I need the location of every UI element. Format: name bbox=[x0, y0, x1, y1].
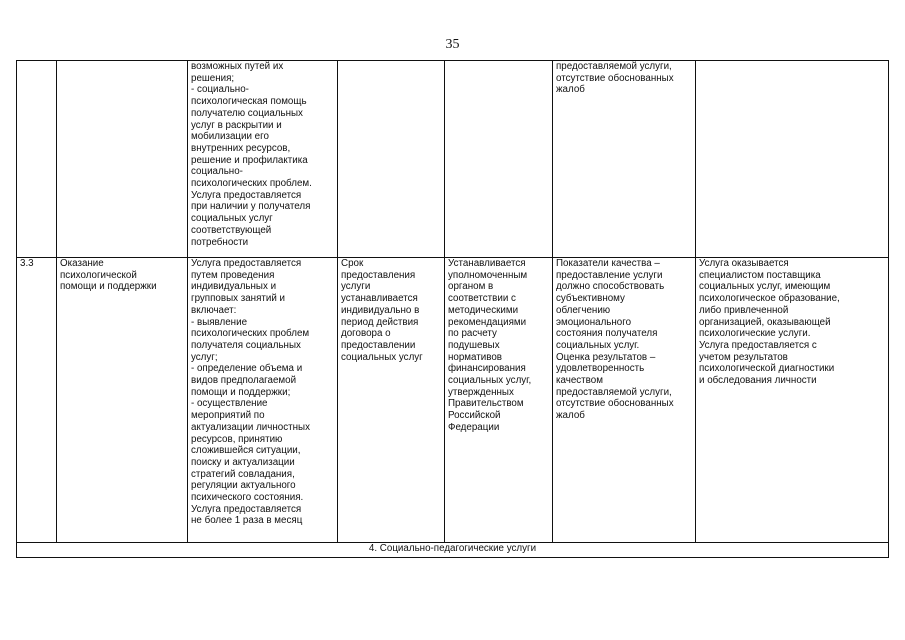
cell-text-line: период действия bbox=[341, 316, 419, 328]
cell-text-line: соответствии с bbox=[448, 293, 516, 305]
cell-text-line: уполномоченным bbox=[448, 269, 528, 281]
cell-text-line: рекомендациями bbox=[448, 316, 527, 328]
cell-text-line: психологических проблем. bbox=[191, 178, 312, 190]
cell-conditions bbox=[696, 61, 889, 258]
services-table bbox=[16, 60, 889, 558]
cell-text-line: социальных услуг. bbox=[556, 339, 640, 351]
cell-text-line: при наличии у получателя bbox=[191, 201, 311, 213]
cell-text-line: органом в bbox=[448, 281, 494, 293]
cell-num: 3.3 bbox=[17, 258, 57, 543]
cell-norms bbox=[445, 258, 553, 543]
cell-text-line: и обследования личности bbox=[699, 375, 817, 387]
cell-text-line: удовлетворенность bbox=[556, 363, 645, 375]
cell-text-line: Услуга предоставляется bbox=[191, 258, 302, 269]
section-title: 4. Социально-педагогические услуги bbox=[17, 543, 889, 558]
cell-text-line: Срок bbox=[341, 258, 364, 269]
cell-text-line: подушевых bbox=[448, 339, 500, 351]
cell-text-line: организацией, оказывающей bbox=[699, 316, 831, 328]
cell-text-line: предоставляемой услуги, bbox=[556, 61, 672, 72]
cell-text-line: Услуга предоставляется bbox=[191, 503, 302, 515]
cell-text-line: жалоб bbox=[556, 410, 585, 422]
cell-text-line: специалистом поставщика bbox=[699, 269, 821, 281]
cell-text-line: состояния получателя bbox=[556, 328, 658, 340]
cell-text-line: Услуга оказывается bbox=[699, 258, 789, 269]
cell-text-line: психического состояния. bbox=[191, 492, 304, 504]
cell-text-line: - социально- bbox=[191, 84, 249, 96]
cell-text-line: Федерации bbox=[448, 421, 500, 433]
cell-text-line: психологическое образование, bbox=[699, 293, 840, 305]
cell-term bbox=[338, 61, 445, 258]
cell-text-line: финансирования bbox=[448, 363, 526, 375]
cell-text-line: групповых занятий и bbox=[191, 293, 286, 305]
cell-term bbox=[338, 258, 445, 543]
cell-text-line: предоставляемой услуги, bbox=[556, 386, 672, 398]
cell-text-line: соответствующей bbox=[191, 224, 272, 236]
cell-text-line: психологической диагностики bbox=[699, 363, 835, 375]
cell-text-line: Оценка результатов – bbox=[556, 351, 656, 363]
cell-text-line: по расчету bbox=[448, 328, 497, 340]
cell-text-line: актуализации личностных bbox=[191, 421, 310, 433]
cell-text-line: качеством bbox=[556, 375, 603, 387]
cell-text-line: поиску и актуализации bbox=[191, 456, 295, 468]
cell-text-line: облегчению bbox=[556, 304, 611, 316]
cell-text-line: получателя социальных bbox=[191, 339, 301, 351]
cell-quality bbox=[553, 258, 696, 543]
cell-text-line: социальных услуг bbox=[341, 351, 423, 363]
cell-text-line: психологической bbox=[60, 269, 137, 281]
cell-text-line: услуг в раскрытии и bbox=[191, 119, 282, 131]
cell-norms bbox=[445, 61, 553, 258]
cell-text-line: должно способствовать bbox=[556, 281, 665, 293]
cell-content bbox=[188, 258, 338, 543]
cell-text-line: видов предполагаемой bbox=[191, 375, 297, 387]
cell-text-line: социальных услуг, bbox=[448, 375, 532, 387]
cell-text-line: индивидуальных и bbox=[191, 281, 277, 293]
cell-text-line: услуги bbox=[341, 281, 371, 293]
cell-text-line: регуляции актуального bbox=[191, 480, 296, 492]
cell-name bbox=[57, 258, 188, 543]
cell-text-line: путем проведения bbox=[191, 269, 275, 281]
cell-text-line: - осуществление bbox=[191, 398, 268, 410]
cell-conditions bbox=[696, 258, 889, 543]
cell-text-line: социальных услуг bbox=[191, 213, 273, 225]
page-number: 35 bbox=[445, 37, 460, 52]
cell-text-line: - определение объема и bbox=[191, 363, 303, 375]
cell-quality bbox=[553, 61, 696, 258]
cell-text-line: психологические услуги. bbox=[699, 328, 811, 340]
cell-text-line: предоставлении bbox=[341, 339, 416, 351]
cell-text-line: предоставления bbox=[341, 269, 416, 281]
table-row-3-3 bbox=[17, 258, 889, 543]
cell-text-line: методическими bbox=[448, 304, 519, 316]
cell-text-line: жалоб bbox=[556, 84, 585, 96]
cell-text-line: Правительством bbox=[448, 398, 524, 410]
cell-text-line: либо привлеченной bbox=[699, 304, 789, 316]
cell-text-line: помощи и поддержки; bbox=[191, 386, 291, 398]
cell-text-line: учетом результатов bbox=[699, 351, 788, 363]
cell-text-line: услуг; bbox=[191, 351, 218, 363]
cell-text-line: эмоционального bbox=[556, 316, 632, 328]
cell-text-line: не более 1 раза в месяц bbox=[191, 515, 303, 527]
cell-text-line: сложившейся ситуации, bbox=[191, 445, 301, 457]
cell-text-line: Услуга предоставляется с bbox=[699, 339, 817, 351]
cell-name bbox=[57, 61, 188, 258]
cell-text-line: стратегий совладания, bbox=[191, 468, 295, 480]
cell-text-line: решение и профилактика bbox=[191, 154, 308, 166]
cell-text-line: решения; bbox=[191, 72, 235, 84]
cell-text-line: Устанавливается bbox=[448, 258, 526, 269]
cell-text-line: Российской bbox=[448, 410, 501, 422]
cell-text-line: психологическая помощь bbox=[191, 96, 307, 108]
table-row-continuation bbox=[17, 61, 889, 258]
cell-text-line: договора о bbox=[341, 328, 391, 340]
cell-text-line: ресурсов, принятию bbox=[191, 433, 283, 445]
section-heading-row bbox=[17, 543, 889, 558]
cell-text-line: устанавливается bbox=[341, 293, 418, 305]
cell-text-line: отсутствие обоснованных bbox=[556, 398, 674, 410]
cell-text-line: мобилизации его bbox=[191, 131, 269, 143]
cell-text-line: получателю социальных bbox=[191, 107, 303, 119]
cell-text-line: помощи и поддержки bbox=[60, 281, 157, 293]
cell-text-line: потребности bbox=[191, 236, 249, 248]
cell-text-line: - выявление bbox=[191, 316, 248, 328]
cell-text-line: Услуга предоставляется bbox=[191, 189, 302, 201]
cell-text-line: внутренних ресурсов, bbox=[191, 142, 291, 154]
cell-text-line: субъективному bbox=[556, 293, 625, 305]
cell-text-line: утвержденных bbox=[448, 386, 514, 398]
cell-text-line: индивидуально в bbox=[341, 304, 420, 316]
cell-text-line: Оказание bbox=[60, 258, 104, 269]
cell-text-line: отсутствие обоснованных bbox=[556, 72, 674, 84]
cell-text-line: мероприятий по bbox=[191, 410, 265, 422]
cell-text-line: предоставление услуги bbox=[556, 269, 663, 281]
cell-text-line: социальных услуг, имеющим bbox=[699, 281, 831, 293]
cell-text-line: нормативов bbox=[448, 351, 502, 363]
cell-content bbox=[188, 61, 338, 258]
cell-text-line: социально- bbox=[191, 166, 243, 178]
cell-text-line: возможных путей их bbox=[191, 61, 284, 72]
cell-text-line: психологических проблем bbox=[191, 328, 310, 340]
cell-text-line: включает: bbox=[191, 304, 237, 316]
cell-text-line: Показатели качества – bbox=[556, 258, 660, 269]
cell-num bbox=[17, 61, 57, 258]
